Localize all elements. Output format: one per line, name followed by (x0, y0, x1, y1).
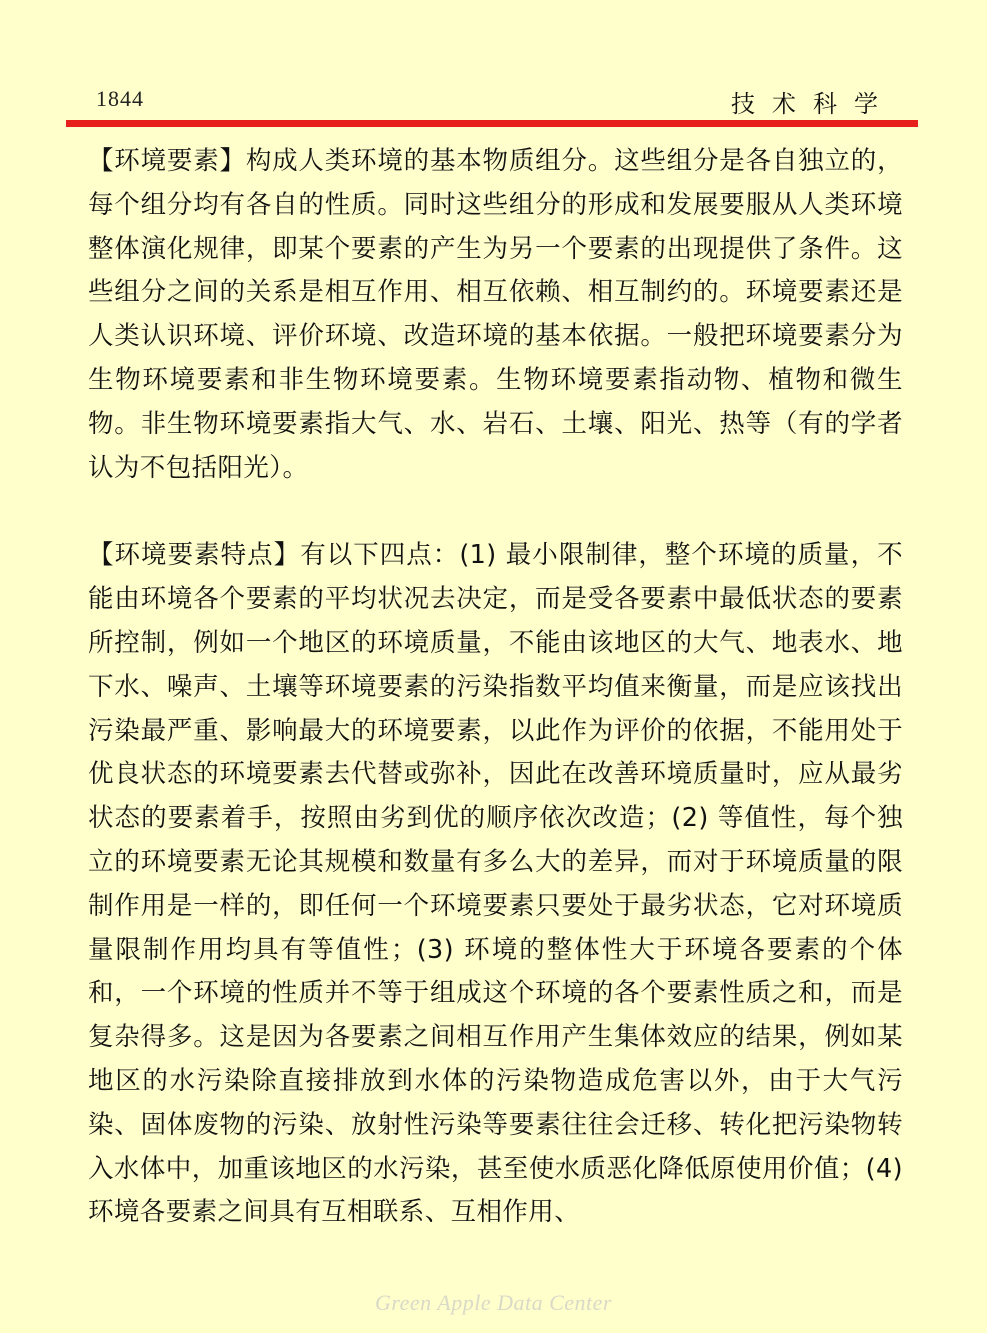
watermark: Green Apple Data Center (375, 1290, 612, 1315)
entry-term: 【环境要素】 (88, 146, 246, 176)
entry-term: 【环境要素特点】 (88, 540, 301, 571)
running-head-title: 技术科学 (731, 90, 895, 118)
page-number: 1844 (96, 86, 144, 111)
page-body (88, 140, 903, 1235)
entry-text: 有以下四点：(1) 最小限制律，整个环境的质量，不能由环境各个要素的平均状况去决定，而是受各要素中最低状态的要素所控制，例如一个地区的环境质量，不能由该地区的大气、地表水、地下水、噪声、土壤等环境要素的污染指数平均值来衡量，而是应该找出污染最严重、影响最大的环境要素，以此作为评价的依据，不能用处于优良状态的环境要素去代替或弥补，因此在改善环境质量时，应从最劣状态的要素着手，按照由劣到优的顺序依次改造；(2) 等值性，每个独立的环境要素无论其规模和数量有多么大的差异，而对于环境质量的限制作用是一样的，即任何一个环境要素只要处于最劣状态，它对环境质量限制作用均具有等值性；(3) 环境的整体性大于环境各要素的个体和，一个环境的性质并不等于组成这个环境的各个要素性质之和，而是复杂得多。这是因为各要素之间相互作用产生集体效应的结果，例如某地区的水污染除直接排放到水体的污染物造成危害以外，由于大气污染、固体废物的污染、放射性污染等要素往往会迁移、转化把污染物转入水体中，加重该地区的水污染，甚至使水质恶化降低原使用价值；(4) 环境各要素之间具有互相联系、互相作用、 (88, 540, 903, 1228)
header-rule (66, 120, 918, 127)
entry-text: 构成人类环境的基本物质组分。这些组分是各自独立的，每个组分均有各自的性质。同时这些组分的形成和发展要服从人类环境整体演化规律，即某个要素的产生为另一个要素的出现提供了条件。这些组分之间的关系是相互作用、相互依赖、相互制约的。环境要素还是人类认识环境、评价环境、改造环境的基本依据。一般把环境要素分为生物环境要素和非生物环境要素。生物环境要素指动物、植物和微生物。非生物环境要素指大气、水、岩石、土壤、阳光、热等（有的学者认为不包括阳光）。 (88, 146, 903, 483)
entry-environmental-elements (88, 140, 903, 490)
entry-environmental-element-characteristics (88, 534, 903, 1235)
